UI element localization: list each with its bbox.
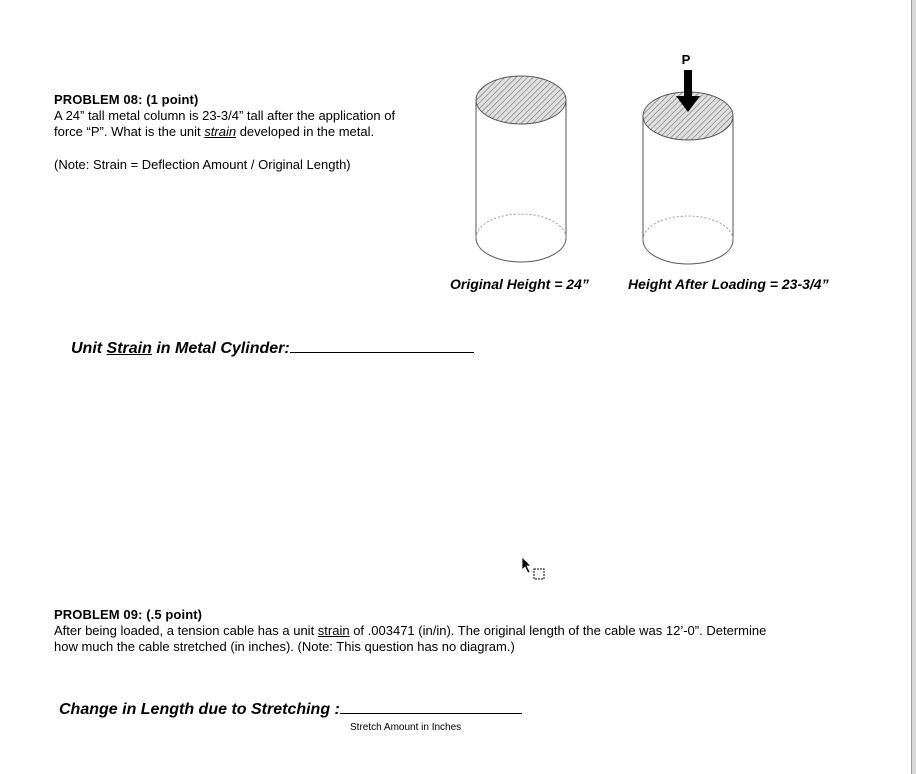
cylinder-figure — [440, 40, 880, 280]
problem-08-title: PROBLEM 08: (1 point) — [54, 92, 199, 107]
answer-09-caption: Stretch Amount in Inches — [350, 722, 462, 733]
answer-08-label-end: in Metal Cylinder: — [151, 340, 290, 357]
strain-term: strain — [204, 124, 237, 139]
answer-08-strain-term: Strain — [106, 340, 152, 357]
problem-08-line-2 — [54, 124, 434, 140]
problem-09-strain-term: strain — [317, 623, 350, 638]
answer-08-row — [71, 338, 474, 358]
answer-08-label-start: Unit — [71, 340, 107, 357]
problem-08-body — [54, 108, 434, 140]
loaded-cylinder — [643, 92, 733, 264]
caption-height-after-loading: Height After Loading = 23-3/4” — [628, 276, 829, 292]
cursor-icon — [521, 556, 547, 582]
problem-09-body — [54, 623, 814, 655]
original-cylinder — [476, 76, 566, 262]
answer-09-label: Change in Length due to Stretching : — [59, 701, 340, 718]
problem-08-line-1: A 24” tall metal column is 23-3/4” tall after the application of — [54, 108, 396, 123]
answer-09-row — [59, 699, 522, 719]
problem-09-line-2: how much the cable stretched (in inches). (Note: This question has no diagram.) — [54, 639, 515, 654]
problem-08-line-2-start: force “P”. What is the unit — [54, 124, 205, 139]
caption-original-height: Original Height = 24” — [450, 276, 589, 292]
problem-09-title: PROBLEM 09: (.5 point) — [54, 607, 203, 622]
problem-09-line-1 — [54, 623, 814, 639]
answer-08-blank[interactable] — [290, 338, 474, 353]
answer-09-blank[interactable] — [340, 699, 522, 714]
problem-08-note: (Note: Strain = Deflection Amount / Original Length) — [54, 157, 351, 172]
problem-09-line-1-start: After being loaded, a tension cable has a unit — [54, 623, 318, 638]
force-label: P — [681, 52, 691, 67]
problem-09-line-1-end: of .003471 (in/in). The original length of the cable was 12’-0”. Determine — [349, 623, 767, 638]
problem-08-line-2-end: developed in the metal. — [236, 124, 375, 139]
page-edge — [911, 0, 916, 774]
